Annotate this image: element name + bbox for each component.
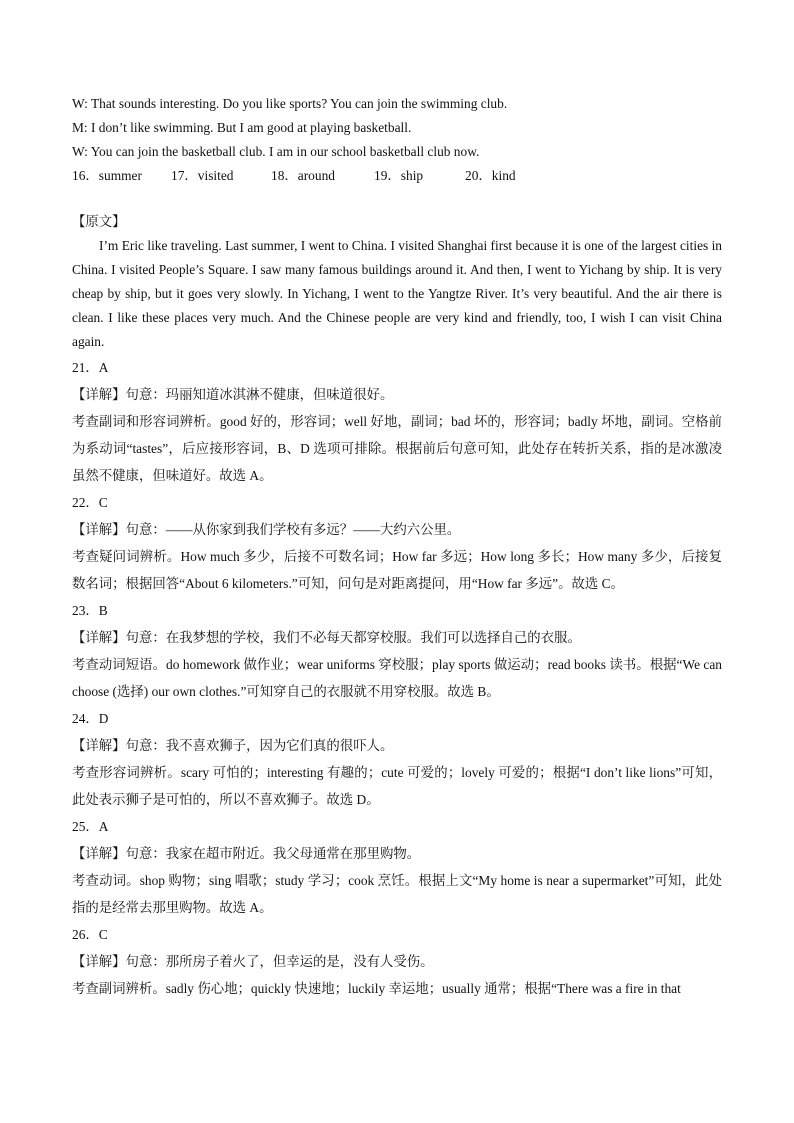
dialogue-line: W: That sounds interesting. Do you like sports? You can join the swimming club.: [72, 96, 508, 111]
item-analysis: 考查形容词辨析。scary 可怕的；interesting 有趣的；cute 可爱的；lovely 可爱的；根据“I don’t like lions”可知，此处表示狮子是可怕的，所以不喜欢狮子。故选 D。: [72, 765, 722, 807]
item-number: 26．C: [72, 927, 108, 942]
item-21: [72, 354, 722, 489]
item-detail: 【详解】句意：我不喜欢狮子，因为它们真的很吓人。: [72, 738, 394, 753]
item-analysis: 考查动词。shop 购物；sing 唱歌；study 学习；cook 烹饪。根据上文“My home is near a supermarket”可知，此处指的是经常去那里购物。故选 A。: [72, 873, 722, 915]
dialogue-line: M: I don’t like swimming. But I am good at playing basketball.: [72, 120, 412, 135]
item-number: 25．A: [72, 819, 109, 834]
item-detail: 【详解】句意：在我梦想的学校，我们不必每天都穿校服。我们可以选择自己的衣服。: [72, 630, 581, 645]
item-analysis: 考查疑问词辨析。How much 多少，后接不可数名词；How far 多远；How long 多长；How many 多少，后接复数名词；根据回答“About 6 kilometers.”可知，问句是对距离提问，用“How far 多远”。故选 C。: [72, 549, 722, 591]
answer-19: 19．ship: [374, 168, 424, 183]
item-number: 24．D: [72, 711, 109, 726]
item-detail: 【详解】句意：我家在超市附近。我父母通常在那里购物。: [72, 846, 421, 861]
original-heading: 【原文】: [72, 214, 126, 229]
item-24: [72, 705, 722, 813]
answer-16: 16．summer: [72, 168, 142, 183]
item-analysis: 考查副词和形容词辨析。good 好的，形容词；well 好地，副词；bad 坏的，形容词；badly 坏地，副词。空格前为系动词“tastes”，后应接形容词，B、D 选项可排除。根据前后句意可知，此处存在转折关系，指的是冰激凌虽然不健康，但味道好。故选 A。: [72, 414, 722, 483]
item-detail: 【详解】句意：玛丽知道冰淇淋不健康，但味道很好。: [72, 387, 394, 402]
item-25: [72, 813, 722, 921]
answer-17: 17．visited: [171, 168, 234, 183]
document-page: [72, 92, 722, 1002]
item-analysis: 考查副词辨析。sadly 伤心地；quickly 快速地；luckily 幸运地；usually 通常；根据“There was a fire in that: [72, 981, 681, 996]
item-number: 22．C: [72, 495, 108, 510]
item-number: 23．B: [72, 603, 108, 618]
item-detail: 【详解】句意：那所房子着火了，但幸运的是，没有人受伤。: [72, 954, 434, 969]
original-text: I’m Eric like traveling. Last summer, I went to China. I visited Shanghai first because it is one of the largest cities in China. I visited People’s Square. I saw many famous buildings around it. And then, I went to Yichang by ship. It is very cheap by ship, but it goes very slowly. In Yichang, I went to the Yangtze River. It’s very beautiful. And the air there is clean. I like these places very much. And the Chinese people are very kind and friendly, too, I wish I can visit China again.: [72, 238, 722, 349]
item-analysis: 考查动词短语。do homework 做作业；wear uniforms 穿校服；play sports 做运动；read books 读书。根据“We can choose (选择) our own clothes.”可知穿自己的衣服就不用穿校服。故选 B。: [72, 657, 722, 699]
item-22: [72, 489, 722, 597]
item-26: [72, 921, 722, 1002]
answer-20: 20．kind: [465, 168, 516, 183]
item-detail: 【详解】句意：——从你家到我们学校有多远？——大约六公里。: [72, 522, 461, 537]
answer-key-row: [72, 164, 722, 188]
dialogue-line: W: You can join the basketball club. I am in our school basketball club now.: [72, 144, 480, 159]
item-23: [72, 597, 722, 705]
item-number: 21．A: [72, 360, 109, 375]
answer-18: 18．around: [271, 168, 335, 183]
